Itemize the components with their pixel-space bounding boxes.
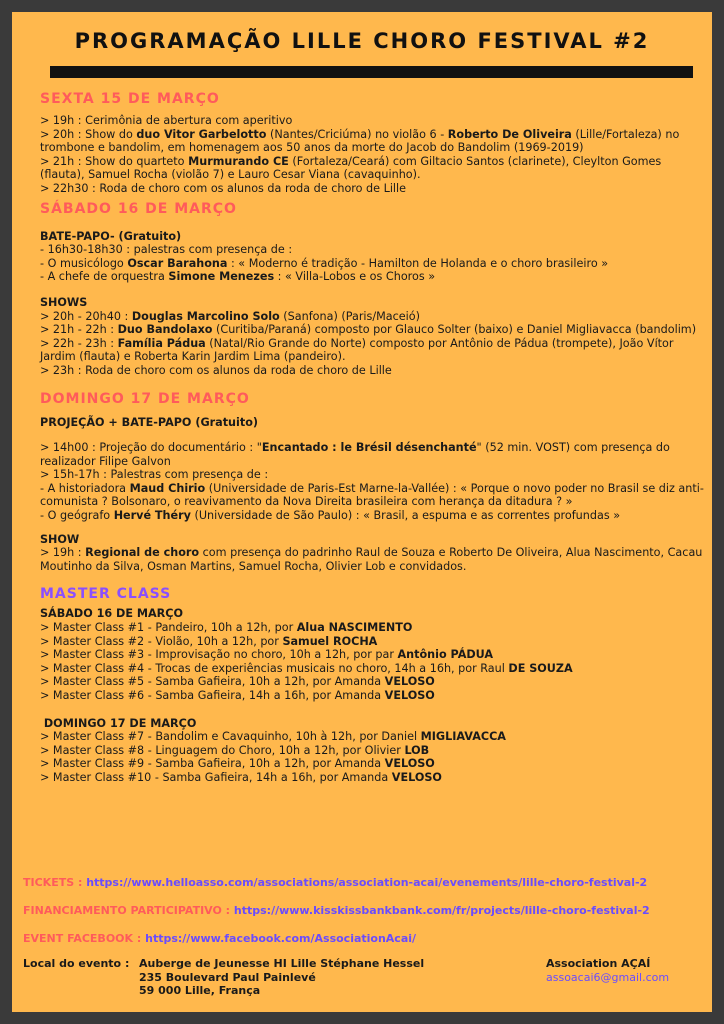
association-block bbox=[546, 957, 669, 984]
sabado-heading: SÁBADO 16 DE MARÇO bbox=[40, 200, 237, 217]
master-class-item: > Master Class #7 - Bandolim e Cavaquinho, 10h à 12h, por Daniel MIGLIAVACCA bbox=[40, 730, 506, 744]
poster-page bbox=[12, 12, 712, 1012]
sabado-show-4: > 23h : Roda de choro com os alunos da roda de choro de Lille bbox=[40, 363, 392, 377]
domingo-line-4: - O geógrafo Hervé Théry (Universidade de São Paulo) : « Brasil, a espuma e as correntes profundas » bbox=[40, 509, 621, 523]
venue-line-1: Auberge de Jeunesse HI Lille Stéphane Hessel bbox=[139, 957, 425, 970]
sabado-shows-heading: SHOWS bbox=[40, 295, 88, 309]
domingo-line-2: > 15h-17h : Palestras com presença de : bbox=[40, 468, 269, 482]
sabado-bate-line-2: - O musicólogo Oscar Barahona : « Moderno é tradição - Hamilton de Holanda e o choro brasileiro » bbox=[40, 256, 609, 270]
facebook-row bbox=[23, 932, 712, 946]
master-class-item: > Master Class #10 - Samba Gafieira, 14h a 16h, por Amanda VELOSO bbox=[40, 770, 442, 784]
master-class-item: > Master Class #4 - Trocas de experiências musicais no choro, 14h a 16h, por Raul DE SOUZA bbox=[40, 661, 573, 675]
venue-line-3: 59 000 Lille, França bbox=[139, 984, 261, 997]
sabado-show-1: > 20h - 20h40 : Douglas Marcolino Solo (Sanfona) (Paris/Maceió) bbox=[40, 309, 420, 323]
sabado-show-2: > 21h - 22h : Duo Bandolaxo (Curitiba/Paraná) composto por Glauco Solter (baixo) e Daniel Migliavacca (bandolim) bbox=[40, 323, 697, 337]
tickets-row bbox=[23, 876, 712, 890]
sexta-line-2: > 20h : Show do duo Vitor Garbelotto (Nantes/Criciúma) no violão 6 - Roberto De Oliveira (Lille/Fortaleza) no trombone e bandolim, em homenagem aos 50 anos da morte do Jacob do Bandolim (1969-2019) bbox=[40, 127, 680, 155]
master-class-heading: MASTER CLASS bbox=[40, 586, 172, 603]
venue-label: Local do evento : bbox=[23, 957, 130, 970]
association-email[interactable]: assoacai6@gmail.com bbox=[546, 970, 670, 984]
master-class-item: > Master Class #2 - Violão, 10h a 12h, por Samuel ROCHA bbox=[40, 634, 378, 648]
master-sun-heading: DOMINGO 17 DE MARÇO bbox=[40, 716, 197, 730]
master-class-item: > Master Class #8 - Linguagem do Choro, 10h a 12h, por Olivier LOB bbox=[40, 743, 430, 757]
domingo-line-1: > 14h00 : Projeção do documentário : "Encantado : le Brésil désenchanté" (52 min. VOST) com presença do realizador Filipe Galvon bbox=[40, 441, 670, 468]
tickets-label: TICKETS : bbox=[23, 876, 87, 889]
facebook-label: EVENT FACEBOOK : bbox=[23, 932, 146, 945]
master-class-item: > Master Class #9 - Samba Gafieira, 10h a 12h, por Amanda VELOSO bbox=[40, 757, 435, 771]
venue-block bbox=[23, 957, 424, 998]
sexta-line-1: > 19h : Cerimônia de abertura com aperitivo bbox=[40, 114, 293, 127]
page-title: PROGRAMAÇÃO LILLE CHORO FESTIVAL #2 bbox=[74, 29, 650, 53]
master-class-item: > Master Class #5 - Samba Gafieira, 10h a 12h, por Amanda VELOSO bbox=[40, 675, 435, 689]
sabado-bate-line-3: - A chefe de orquestra Simone Menezes : « Villa-Lobos e os Choros » bbox=[40, 270, 436, 284]
tickets-link[interactable]: https://www.helloasso.com/associations/association-acai/evenements/lille-choro-festival-2 bbox=[86, 876, 648, 889]
financiamento-label: FINANCIAMENTO PARTICIPATIVO : bbox=[23, 904, 234, 917]
financiamento-row bbox=[23, 904, 712, 918]
links-section bbox=[23, 876, 712, 946]
sexta-line-3: > 21h : Show do quarteto Murmurando CE (Fortaleza/Ceará) com Giltacio Santos (clarinete), Cleylton Gomes (flauta), Samuel Rocha (violão 7) e Lauro Cesar Viana (cavaquinho). bbox=[40, 154, 662, 182]
sexta-line-4: > 22h30 : Roda de choro com os alunos da roda de choro de Lille bbox=[40, 181, 407, 195]
facebook-link[interactable]: https://www.facebook.com/AssociationAcai/ bbox=[145, 932, 417, 945]
sexta-heading: SEXTA 15 DE MARÇO bbox=[40, 91, 220, 107]
financiamento-link[interactable]: https://www.kisskissbankbank.com/fr/projects/lille-choro-festival-2 bbox=[233, 904, 650, 917]
association-name: Association AÇAÍ bbox=[546, 957, 651, 970]
sabado-bate-line-1: - 16h30-18h30 : palestras com presença de : bbox=[40, 243, 293, 257]
venue-line-2: 235 Boulevard Paul Painlevé bbox=[139, 970, 316, 984]
master-class-item: > Master Class #1 - Pandeiro, 10h a 12h, por Alua NASCIMENTO bbox=[40, 621, 413, 635]
master-sat-list bbox=[40, 621, 705, 703]
domingo-show-heading: SHOW bbox=[40, 532, 80, 546]
master-class-item: > Master Class #6 - Samba Gafieira, 14h a 16h, por Amanda VELOSO bbox=[40, 689, 435, 702]
master-class-item: > Master Class #3 - Improvisação no choro, 10h a 12h, por par Antônio PÁDUA bbox=[40, 648, 494, 662]
sabado-bate-papo-heading: BATE-PAPO- (Gratuito) bbox=[40, 229, 182, 243]
title-divider bbox=[50, 66, 693, 78]
sabado-show-3: > 22h - 23h : Família Pádua (Natal/Rio Grande do Norte) composto por Antônio de Pádua (trompete), João Vítor Jardim (flauta) e Roberta Karin Jardim Lima (pandeiro). bbox=[40, 336, 674, 364]
domingo-heading: DOMINGO 17 DE MARÇO bbox=[40, 390, 250, 407]
domingo-projecao-heading: PROJEÇÃO + BATE-PAPO (Gratuito) bbox=[40, 415, 258, 429]
domingo-line-3: - A historiadora Maud Chirio (Universidade de Paris-Est Marne-la-Vallée) : « Porque o novo poder no Brasil se diz anti-comunista ? Bolsonaro, o reavivamento da Nova Direita brasileira com herança da ditadura ? » bbox=[40, 481, 704, 509]
program-content bbox=[40, 90, 705, 785]
master-sat-heading: SÁBADO 16 DE MARÇO bbox=[40, 607, 184, 621]
master-sun-list bbox=[40, 730, 705, 784]
domingo-show-line: > 19h : Regional de choro com presença do padrinho Raul de Souza e Roberto De Oliveira, Alua Nascimento, Cacau Moutinho da Silva, Osman Martins, Samuel Rocha, Olivier Lob e convidados. bbox=[40, 546, 703, 573]
